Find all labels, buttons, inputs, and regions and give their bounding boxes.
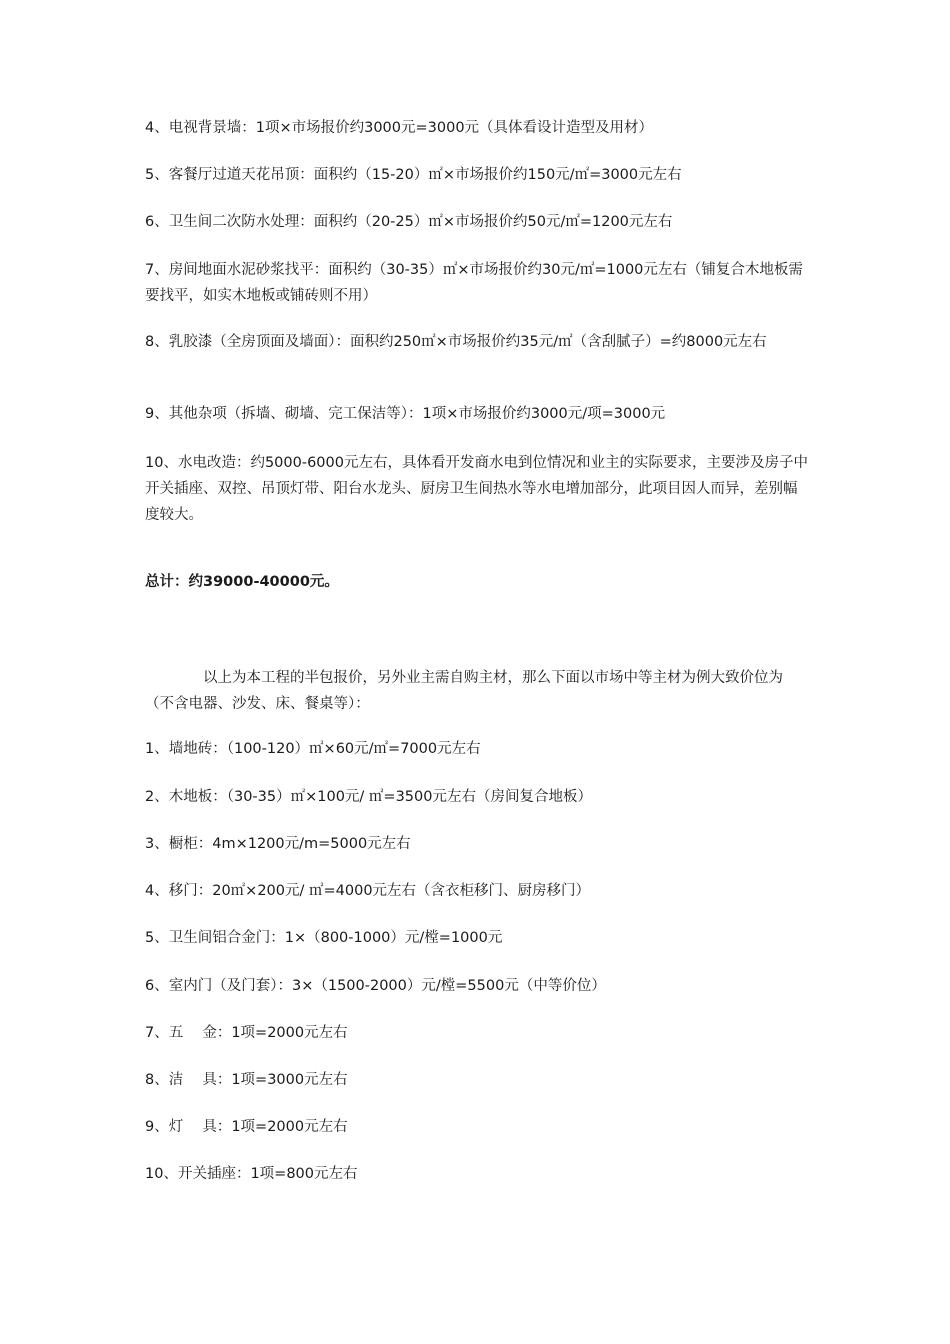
cost-item-4: 4、电视背景墙：1项×市场报价约3000元=3000元（具体看设计造型及用材） xyxy=(145,120,654,136)
material-item-9: 9、灯 具：1项=2000元左右 xyxy=(145,1119,348,1135)
cost-item-8: 8、乳胶漆（全房顶面及墙面）：面积约250㎡×市场报价约35元/㎡（含刮腻子）=约8000元左右 xyxy=(145,334,767,350)
cost-item-10: 10、水电改造：约5000-6000元左右，具体看开发商水电到位情况和业主的实际要求，主要涉及房子中开关插座、双控、吊顶灯带、阳台水龙头、厨房卫生间热水等水电增加部分，此项目因人而异，差别幅度较大。 xyxy=(145,455,808,523)
total-line: 总计：约39000-40000元。 xyxy=(145,574,339,590)
material-item-5: 5、卫生间铝合金门：1×（800-1000）元/樘=1000元 xyxy=(145,930,503,946)
materials-intro: 以上为本工程的半包报价，另外业主需自购主材，那么下面以市场中等主材为例大致价位为（不含电器、沙发、床、餐桌等）： xyxy=(145,670,783,712)
material-item-8: 8、洁 具：1项=3000元左右 xyxy=(145,1072,348,1088)
cost-item-6: 6、卫生间二次防水处理：面积约（20-25）㎡×市场报价约50元/㎡=1200元左右 xyxy=(145,214,673,230)
material-item-7: 7、五 金：1项=2000元左右 xyxy=(145,1025,348,1041)
material-item-6: 6、室内门（及门套）：3×（1500-2000）元/樘=5500元（中等价位） xyxy=(145,978,606,994)
cost-item-5: 5、客餐厅过道天花吊顶：面积约（15-20）㎡×市场报价约150元/㎡=3000元左右 xyxy=(145,167,682,183)
cost-item-9: 9、其他杂项（拆墙、砌墙、完工保洁等）：1项×市场报价约3000元/项=3000元 xyxy=(145,406,666,422)
material-item-3: 3、橱柜：4m×1200元/m=5000元左右 xyxy=(145,836,411,852)
material-item-1: 1、墙地砖：（100-120）㎡×60元/㎡=7000元左右 xyxy=(145,741,481,757)
cost-item-7: 7、房间地面水泥砂浆找平：面积约（30-35）㎡×市场报价约30元/㎡=1000元左右（铺复合木地板需要找平，如实木地板或铺砖则不用） xyxy=(145,262,803,304)
material-item-10: 10、开关插座：1项=800元左右 xyxy=(145,1166,358,1182)
material-item-2: 2、木地板：（30-35）㎡×100元/ ㎡=3500元左右（房间复合地板） xyxy=(145,789,592,805)
material-item-4: 4、移门：20㎡×200元/ ㎡=4000元左右（含衣柜移门、厨房移门） xyxy=(145,883,591,899)
